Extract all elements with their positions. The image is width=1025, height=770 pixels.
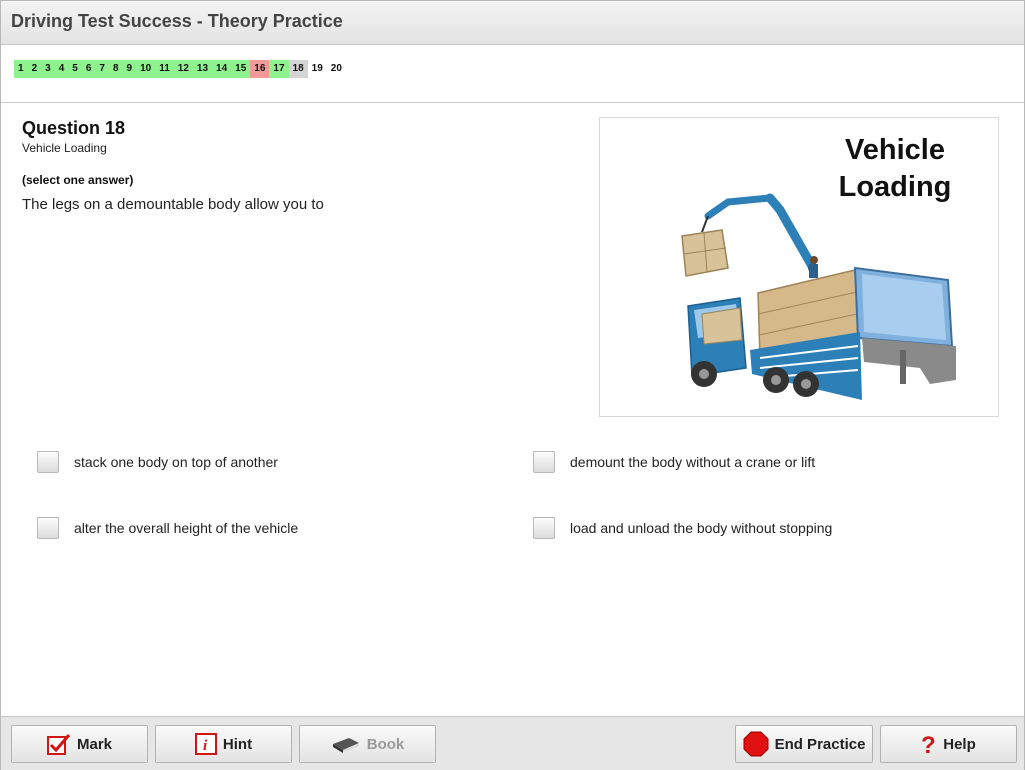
question-nav-item[interactable]: 6	[82, 60, 96, 78]
info-icon	[195, 733, 217, 755]
end-practice-button[interactable]	[735, 725, 873, 763]
question-nav-item[interactable]: 9	[123, 60, 137, 78]
answer-label: alter the overall height of the vehicle	[74, 520, 299, 536]
image-caption-line1: Vehicle	[845, 134, 945, 166]
question-navigator	[14, 60, 346, 78]
book-icon	[331, 734, 361, 754]
answer-label: load and unload the body without stopping	[570, 520, 833, 536]
help-button[interactable]	[880, 725, 1017, 763]
answer-option-4[interactable]	[533, 516, 832, 540]
question-nav-item[interactable]: 3	[41, 60, 55, 78]
answer-option-2[interactable]	[533, 450, 815, 474]
app-title: Driving Test Success - Theory Practice	[11, 11, 343, 31]
question-nav-item[interactable]: 2	[28, 60, 42, 78]
title-bar	[1, 1, 1024, 45]
hint-label: Hint	[222, 735, 253, 753]
image-caption	[810, 132, 980, 206]
question-nav-item[interactable]: 20	[330, 63, 342, 74]
answer-checkbox[interactable]	[533, 451, 555, 473]
svg-text:i: i	[202, 738, 208, 754]
question-nav-item[interactable]: 15	[231, 60, 250, 78]
answer-label: stack one body on top of another	[74, 454, 278, 470]
answer-checkbox[interactable]	[533, 517, 555, 539]
question-nav-item[interactable]: 7	[95, 60, 109, 78]
mark-button[interactable]	[11, 725, 148, 763]
question-title: Question 18	[22, 118, 126, 138]
question-nav-item[interactable]: 19	[311, 63, 323, 74]
book-button[interactable]	[299, 725, 436, 763]
help-label: Help	[943, 735, 976, 753]
answer-checkbox[interactable]	[37, 451, 59, 473]
answer-option-1[interactable]	[37, 450, 278, 474]
svg-text:?: ?	[921, 732, 936, 756]
mark-label: Mark	[76, 735, 113, 753]
question-instruction: (select one answer)	[22, 173, 134, 187]
question-nav-item[interactable]: 12	[174, 60, 193, 78]
stop-sign-icon	[743, 731, 769, 757]
divider	[1, 102, 1024, 103]
question-text: The legs on a demountable body allow you to	[22, 196, 324, 213]
checkbox-tick-icon	[47, 733, 71, 755]
question-category: Vehicle Loading	[22, 141, 107, 155]
question-mark-icon	[921, 732, 937, 756]
question-nav-item[interactable]: 11	[155, 60, 174, 78]
question-nav-item[interactable]: 13	[193, 60, 212, 78]
book-label: Book	[366, 735, 405, 753]
answer-option-3[interactable]	[37, 516, 298, 540]
question-nav-item[interactable]: 8	[109, 60, 123, 78]
answer-checkbox[interactable]	[37, 517, 59, 539]
question-nav-item[interactable]: 4	[55, 60, 69, 78]
question-nav-item[interactable]: 1	[14, 60, 28, 78]
question-nav-item[interactable]: 18	[289, 60, 308, 78]
footer-toolbar	[1, 716, 1024, 770]
hint-button[interactable]	[155, 725, 292, 763]
image-caption-line2: Loading	[838, 171, 952, 203]
answer-label: demount the body without a crane or lift	[570, 454, 816, 470]
question-nav-item[interactable]: 16	[250, 60, 269, 78]
question-image	[599, 117, 999, 417]
question-nav-item[interactable]: 17	[269, 60, 288, 78]
question-nav-item[interactable]: 5	[68, 60, 82, 78]
question-nav-item[interactable]: 10	[136, 60, 155, 78]
end-practice-label: End Practice	[774, 735, 866, 753]
question-nav-item[interactable]: 14	[212, 60, 231, 78]
